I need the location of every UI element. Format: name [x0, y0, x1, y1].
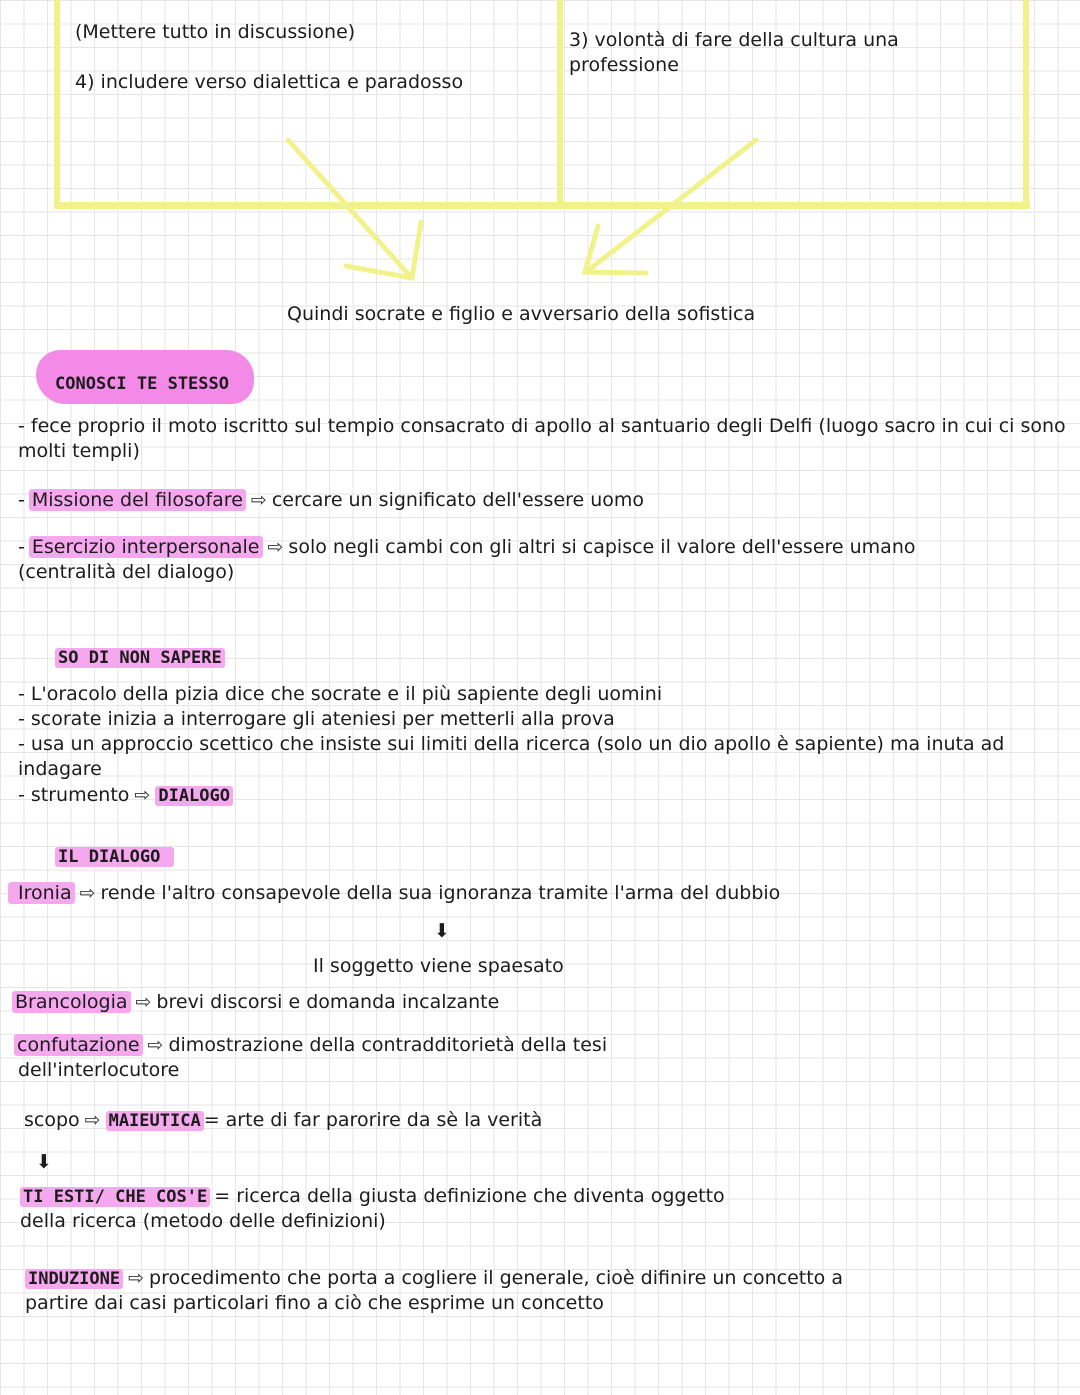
confutazione-line: [14, 1033, 607, 1058]
confutazione-rest: dimostrazione della contradditorietà della tesi: [168, 1034, 608, 1056]
arrow-right-icon: ⇨: [134, 784, 151, 806]
bullet2-rest: cercare un significato dell'essere uomo: [271, 489, 645, 511]
arrow-right-icon: ⇨: [250, 489, 267, 511]
term-esercizio: Esercizio interpersonale: [29, 536, 263, 558]
box-left-line2: 4) includere verso dialettica e paradosso: [75, 71, 464, 93]
bullet3-rest: solo negli cambi con gli altri si capisce il valore dell'essere umano: [288, 536, 916, 558]
tiesti-line: [20, 1184, 725, 1210]
induzione-line: [25, 1266, 843, 1292]
arrow-right-icon: ⇨: [79, 882, 96, 904]
induzione-line2: partire dai casi particolari fino a ciò che esprime un concetto: [25, 1292, 604, 1314]
term-induzione: INDUZIONE: [25, 1269, 123, 1289]
arrow-right-icon: ⇨: [84, 1109, 101, 1131]
arrow-right-icon: ⇨: [135, 991, 152, 1013]
section1-bullet3-line2: (centralità del dialogo): [18, 561, 235, 583]
section-title-il-dialogo: [55, 845, 174, 870]
section-title-so-di-non-sapere: [55, 646, 225, 671]
ironia-line: [8, 881, 780, 906]
arrow-right-icon: ⇨: [128, 1267, 145, 1289]
box-left-line1: (Mettere tutto in discussione): [75, 21, 356, 43]
scopo-rest: = arte di far parorire da sè la verità: [203, 1109, 543, 1131]
arrow-left-shaft: [288, 140, 410, 276]
term-dialogo: DIALOGO: [155, 786, 233, 806]
box-right-line2: professione: [569, 54, 679, 76]
section1-bullet3: [18, 535, 916, 560]
term-ironia: Ironia: [8, 882, 75, 904]
spaesato-text: Il soggetto viene spaesato: [313, 955, 564, 977]
arrow-right-shaft: [586, 140, 756, 272]
term-brancologia: Brancologia: [12, 991, 131, 1013]
dash: -: [18, 536, 25, 558]
term-missione: Missione del filosofare: [29, 489, 246, 511]
conclusion-text: Quindi socrate e figlio e avversario della sofistica: [287, 303, 756, 325]
scopo-line: [24, 1108, 542, 1134]
term-maieutica: MAIEUTICA: [106, 1111, 204, 1131]
brancologia-line: [12, 990, 499, 1015]
section2-line1: - L'oracolo della pizia dice che socrate e il più sapiente degli uomini: [18, 683, 663, 705]
term-confutazione: confutazione: [14, 1034, 143, 1056]
down-arrow-icon: ⬇: [434, 920, 450, 942]
section2-line2: - scorate inizia a interrogare gli ateniesi per metterli alla prova: [18, 708, 615, 730]
section-title-conosci: CONOSCI TE STESSO: [55, 374, 229, 394]
term-ti-esti: TI ESTI/ CHE COS'E: [20, 1187, 210, 1207]
tiesti-line2: della ricerca (metodo delle definizioni): [20, 1210, 386, 1232]
arrow-right-icon: ⇨: [147, 1034, 164, 1056]
brancologia-rest: brevi discorsi e domanda incalzante: [156, 991, 500, 1013]
section2-line3: - usa un approccio scettico che insiste sui limiti della ricerca (solo un dio apollo è sapiente) ma inuta ad indagare: [18, 733, 1005, 780]
title-highlight: SO DI NON SAPERE: [55, 648, 225, 668]
box-right-line1: 3) volontà di fare della cultura una: [569, 29, 899, 51]
title-highlight: IL DIALOGO: [55, 847, 174, 867]
induzione-rest: procedimento che porta a cogliere il generale, cioè difinire un concetto a: [149, 1267, 843, 1289]
ironia-rest: rende l'altro consapevole della sua ignoranza tramite l'arma del dubbio: [100, 882, 781, 904]
section1-bullet2: [18, 488, 644, 513]
dash: -: [18, 489, 25, 511]
scopo-prefix: scopo: [24, 1109, 80, 1131]
down-arrow-icon-2: ⬇: [36, 1151, 52, 1173]
arrow-right-icon: ⇨: [267, 536, 284, 558]
section2-line4: [18, 783, 233, 809]
strumento-prefix: - strumento: [18, 784, 130, 806]
tiesti-rest: = ricerca della giusta definizione che diventa oggetto: [214, 1185, 725, 1207]
confutazione-line2: dell'interlocutore: [18, 1059, 180, 1081]
section1-bullet1: - fece proprio il moto iscritto sul tempio consacrato di apollo al santuario degli Delfi (luogo sacro in cui ci sono molti templi): [18, 415, 1066, 462]
